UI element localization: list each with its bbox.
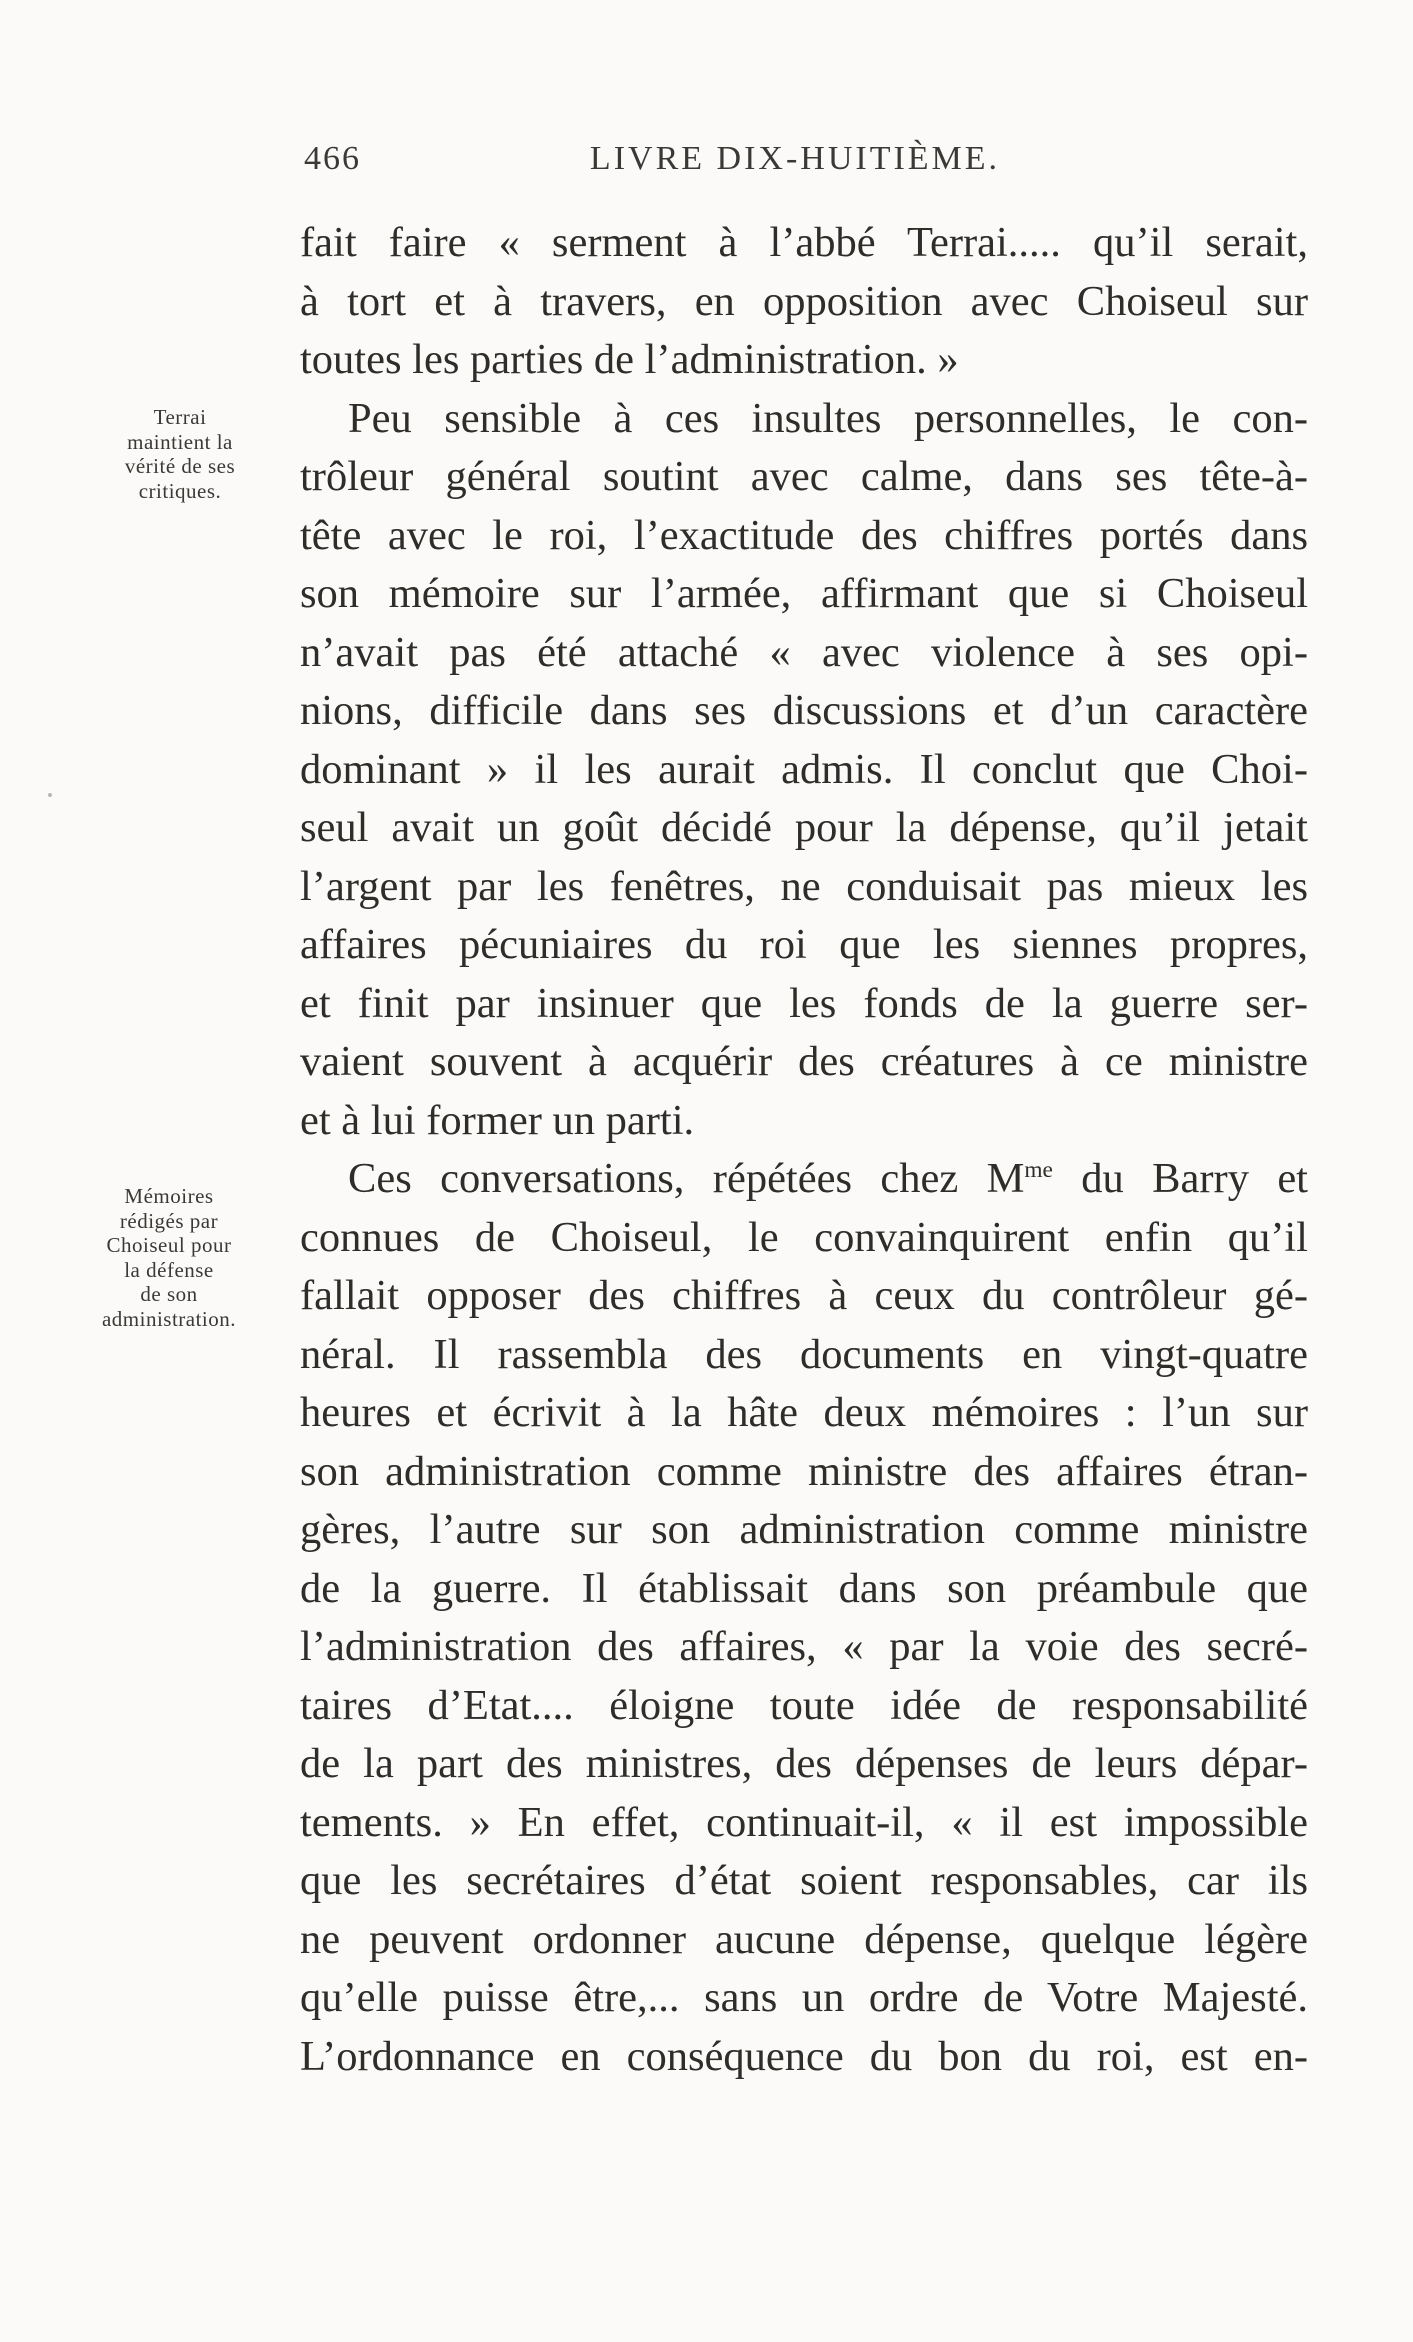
margin-note-line: rédigés par	[119, 1208, 219, 1233]
running-title: LIVRE DIX-HUITIÈME.	[589, 140, 1001, 177]
text-line: tements. » En effet, continuait-il, « il est impossible	[300, 1798, 1308, 1846]
margin-note-line: Choiseul pour	[106, 1233, 232, 1257]
text-line: affaires pécuniaires du roi que les siennes propres,	[300, 921, 1308, 968]
text-line: seul avait un goût décidé pour la dépense, qu’il jetait	[300, 804, 1308, 851]
paper-speck	[48, 793, 52, 797]
margin-note-line: de son	[140, 1282, 198, 1306]
text-line: heures et écrivit à la hâte deux mémoires : l’un sur	[300, 1389, 1308, 1436]
text-line: à tort et à travers, en opposition avec Choiseul sur	[300, 277, 1308, 325]
text-line: son administration comme ministre des affaires étran-	[300, 1447, 1308, 1495]
text-line: qu’elle puisse être,... sans un ordre de Votre Majesté.	[300, 1974, 1308, 2021]
text-line: toutes les parties de l’administration. »	[300, 336, 959, 383]
text-line: n’avait pas été attaché « avec violence à ses opi-	[300, 628, 1308, 676]
text-line: nions, difficile dans ses discussions et d’un caractère	[300, 687, 1308, 734]
margin-note-line: maintient la	[127, 429, 233, 454]
text-fragment: Ces conversations, répétées chez M	[348, 1155, 1025, 1202]
text-line: trôleur général soutint avec calme, dans ses tête-à-	[300, 453, 1308, 500]
margin-note-terrai	[80, 405, 280, 503]
margin-note-line: la défense	[124, 1257, 214, 1282]
text-line: vaient souvent à acquérir des créatures à ce ministre	[300, 1038, 1308, 1085]
text-fragment: du Barry et	[1052, 1155, 1308, 1202]
page-number: 466	[304, 140, 361, 177]
margin-note-line: Terrai	[153, 405, 207, 429]
text-line: de la guerre. Il établissait dans son préambule que	[300, 1564, 1308, 1612]
text-line: tête avec le roi, l’exactitude des chiffres portés dans	[300, 511, 1308, 559]
margin-note-line: administration.	[101, 1306, 237, 1331]
text-line: L’ordonnance en conséquence du bon du roi, est en-	[300, 2032, 1308, 2080]
margin-note-memoires	[64, 1184, 274, 1331]
margin-note-line: vérité de ses	[124, 454, 236, 478]
text-line: que les secrétaires d’état soient responsables, car ils	[300, 1857, 1308, 1904]
text-line: Peu sensible à ces insultes personnelles, le con-	[348, 394, 1308, 442]
text-line: dominant » il les aurait admis. Il conclut que Choi-	[300, 745, 1308, 793]
text-line: et à lui former un parti.	[300, 1096, 695, 1144]
text-line: et finit par insinuer que les fonds de la guerre ser-	[300, 979, 1308, 1027]
text-line: taires d’Etat.... éloigne toute idée de responsabilité	[300, 1681, 1308, 1729]
text-line: son mémoire sur l’armée, affirmant que si Choiseul	[300, 570, 1308, 617]
text-line: gères, l’autre sur son administration comme ministre	[300, 1506, 1308, 1553]
margin-note-line: critiques.	[138, 478, 222, 503]
text-line-with-superscript	[300, 1150, 1308, 1209]
text-line: l’administration des affaires, « par la voie des secré-	[300, 1623, 1308, 1670]
text-line: de la part des ministres, des dépenses de leurs dépar-	[300, 1740, 1308, 1787]
superscript: me	[1024, 1156, 1053, 1183]
text-line: ne peuvent ordonner aucune dépense, quelque légère	[300, 1915, 1308, 1963]
text-line: connues de Choiseul, le convainquirent enfin qu’il	[300, 1213, 1308, 1261]
body-text	[300, 214, 1308, 2086]
page-header	[300, 140, 1290, 188]
text-line: fait faire « serment à l’abbé Terrai..... qu’il serait,	[300, 219, 1308, 266]
text-line: l’argent par les fenêtres, ne conduisait pas mieux les	[300, 862, 1308, 910]
text-line: néral. Il rassembla des documents en vingt-quatre	[300, 1330, 1308, 1378]
margin-note-line: Mémoires	[124, 1184, 214, 1208]
text-line: fallait opposer des chiffres à ceux du contrôleur gé-	[300, 1272, 1308, 1319]
